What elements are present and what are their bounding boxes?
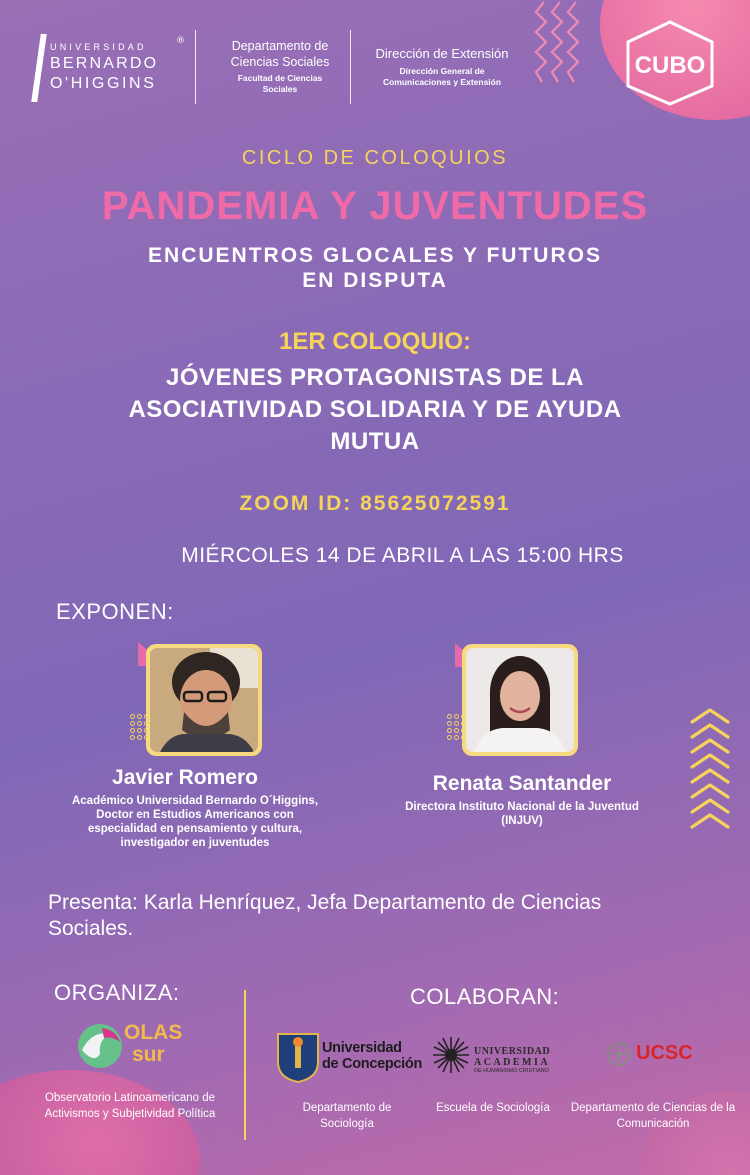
subtitle xyxy=(0,243,750,293)
colaboran-label: COLABORAN: xyxy=(410,984,560,1009)
extension-block xyxy=(362,46,522,88)
footer-separator xyxy=(244,990,246,1140)
udec-caption: Departamento de Sociología xyxy=(302,1102,392,1130)
chevron-up-icon xyxy=(688,706,732,832)
colloquium-topic xyxy=(0,362,750,458)
speaker-name: Javier Romero xyxy=(112,766,258,789)
header-separator xyxy=(195,30,196,104)
speaker-name: Renata Santander xyxy=(432,772,612,795)
subtitle-line2: EN DISPUTA xyxy=(302,269,448,292)
speaker-description xyxy=(30,794,360,850)
series-title: CICLO DE COLOQUIOS xyxy=(241,147,509,169)
topic-line1: JÓVENES PROTAGONISTAS DE LA xyxy=(166,364,584,391)
topic-line2: ASOCIATIVIDAD SOLIDARIA Y DE AYUDA xyxy=(128,396,622,423)
academia-logo-text xyxy=(474,1046,550,1068)
speaker-desc-line: investigador en juventudes xyxy=(120,837,270,849)
olas-sur-logo-icon xyxy=(76,1020,126,1070)
olas-logo-line1: OLAS xyxy=(124,1021,183,1044)
extension-title: Dirección de Extensión xyxy=(375,46,509,61)
colloquium-label: 1ER COLOQUIO: xyxy=(278,328,471,355)
event-date: MIÉRCOLES 14 DE ABRIL A LAS 15:00 HRS xyxy=(181,544,624,567)
udec-logo-line2: de Concepción xyxy=(322,1056,423,1072)
ubo-logo-line3: O'HIGGINS xyxy=(50,75,157,92)
cubo-logo-icon xyxy=(622,20,718,106)
speaker-desc-line: Directora Instituto Nacional de la Juventud xyxy=(405,801,639,813)
ucsc-caption: Departamento de Ciencias de la Comunicación xyxy=(570,1102,736,1130)
depto-subtitle: Facultad de Ciencias Sociales xyxy=(237,73,323,94)
cubo-logo-text: CUBO xyxy=(634,52,706,79)
ucsc-logo-text: UCSC xyxy=(636,1042,693,1064)
presenter-text: Presenta: Karla Henríquez, Jefa Departamento de Ciencias Sociales. xyxy=(48,891,602,940)
speaker-desc-line: (INJUV) xyxy=(501,815,543,827)
header-separator xyxy=(350,30,351,104)
organizer-description: Observatorio Latinoamericano de Activismos y Subjetividad Política xyxy=(44,1092,216,1120)
speaker-photo-javier xyxy=(150,648,258,752)
zoom-id: ZOOM ID: 85625072591 xyxy=(239,492,511,515)
speaker-photo-frame xyxy=(462,644,578,756)
academia-sun-icon xyxy=(432,1036,470,1074)
speaker-desc-line: Doctor en Estudios Americanos con xyxy=(96,809,294,821)
depto-block xyxy=(215,38,345,95)
speaker-desc-line: especialidad en pensamiento y cultura, xyxy=(87,823,303,835)
ubo-logo-line1: UNIVERSIDAD xyxy=(50,42,147,52)
main-title: PANDEMIA Y JUVENTUDES xyxy=(101,184,649,228)
ubo-logo-line2: BERNARDO xyxy=(50,55,159,72)
speaker-photo-frame xyxy=(146,644,262,756)
speaker-description xyxy=(360,800,684,828)
olas-sur-logo-text xyxy=(124,1022,182,1066)
udec-logo-text xyxy=(322,1040,422,1072)
extension-subtitle: Dirección General de Comunicaciones y Extensión xyxy=(382,66,502,87)
udec-shield-icon xyxy=(276,1032,320,1084)
academia-logo-line2: ACADEMIA xyxy=(474,1057,551,1068)
academia-logo-line1: UNIVERSIDAD xyxy=(474,1046,551,1057)
speakers-label: EXPONEN: xyxy=(56,599,174,624)
topic-line3: MUTUA xyxy=(330,428,420,455)
zigzag-decoration xyxy=(530,0,600,90)
organiza-label: ORGANIZA: xyxy=(54,980,180,1005)
ucsc-emblem-icon xyxy=(606,1040,632,1068)
olas-logo-line2: sur xyxy=(132,1043,165,1066)
ubo-logo-bar xyxy=(31,34,47,102)
subtitle-line1: ENCUENTROS GLOCALES Y FUTUROS xyxy=(148,244,602,267)
depto-title: Departamento de Ciencias Sociales xyxy=(230,39,330,69)
udec-logo-line1: Universidad xyxy=(322,1040,402,1056)
speaker-photo-renata xyxy=(466,648,574,752)
decorative-blob-bottom-left xyxy=(0,1070,200,1175)
academia-caption: Escuela de Sociología xyxy=(436,1102,550,1114)
registered-mark: ® xyxy=(176,36,185,46)
academia-logo-subtext: DE HUMANISMO CRISTIANO xyxy=(474,1068,549,1074)
speaker-desc-line: Académico Universidad Bernardo O´Higgins, xyxy=(71,795,319,807)
